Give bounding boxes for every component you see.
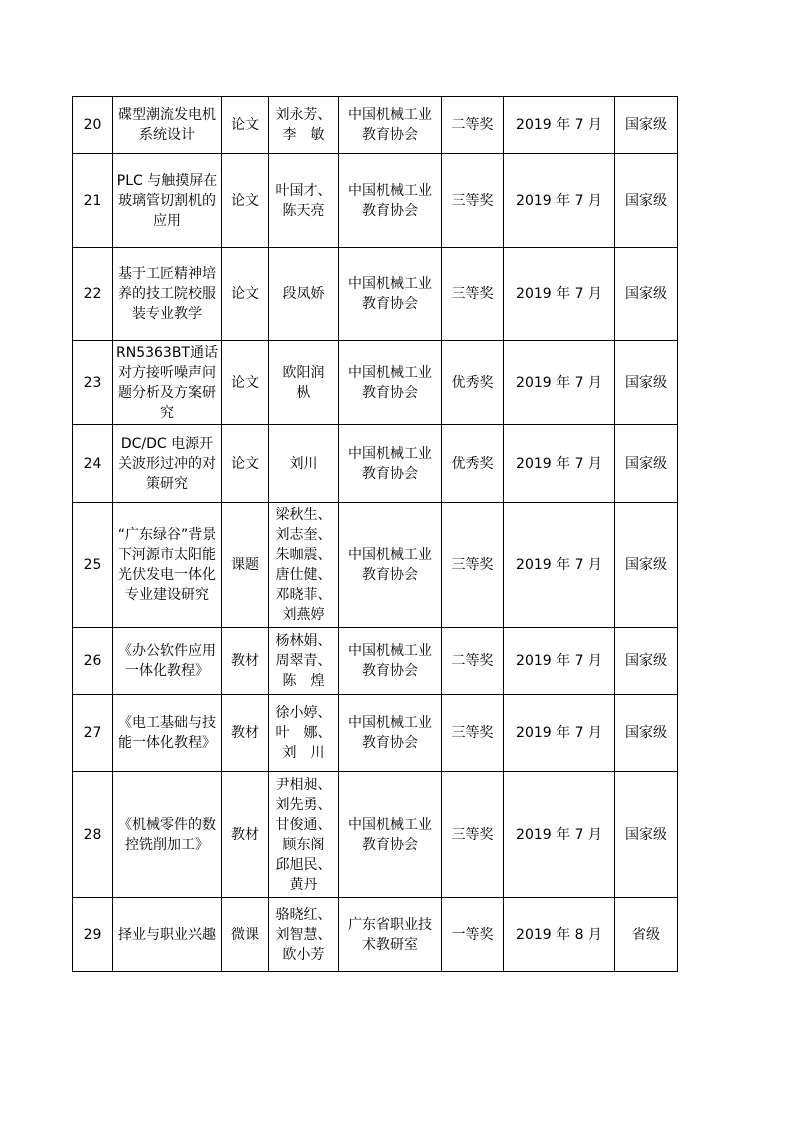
award-date: 2019 年 7 月: [504, 248, 615, 341]
authors: [269, 695, 339, 772]
author: 顾东阁: [282, 836, 325, 853]
table-row: [73, 425, 678, 503]
row-number: 25: [73, 503, 113, 628]
issuing-organization: 中国机械工业教育协会: [339, 425, 442, 503]
authors: [269, 772, 339, 898]
work-type: 课题: [222, 503, 269, 628]
award-level: 国家级: [615, 97, 678, 154]
author: 徐小婷、: [275, 705, 332, 721]
author: 刘先勇、: [275, 796, 332, 813]
author: 邓晓菲、: [275, 587, 332, 603]
row-number: 29: [73, 898, 113, 972]
award-grade: 三等奖: [442, 503, 504, 628]
author: 欧阳润: [282, 364, 325, 381]
author: 梁秋生、: [275, 507, 332, 523]
authors: [269, 341, 339, 425]
work-type: 论文: [222, 154, 269, 248]
table-row: [73, 97, 678, 154]
award-level: 国家级: [615, 154, 678, 248]
issuing-organization: 中国机械工业教育协会: [339, 628, 442, 695]
work-title: PLC 与触摸屏在玻璃管切割机的应用: [113, 154, 222, 248]
award-grade: 三等奖: [442, 695, 504, 772]
work-title: 碟型潮流发电机系统设计: [113, 97, 222, 154]
author: 李 敏: [282, 127, 325, 143]
table-row: [73, 695, 678, 772]
author: 段凤娇: [282, 286, 325, 302]
award-grade: 一等奖: [442, 898, 504, 972]
authors: [269, 97, 339, 154]
award-date: 2019 年 7 月: [504, 97, 615, 154]
award-grade: 二等奖: [442, 97, 504, 154]
work-title: 基于工匠精神培养的技工院校服装专业教学: [113, 248, 222, 341]
issuing-organization: 中国机械工业教育协会: [339, 248, 442, 341]
issuing-organization: 中国机械工业教育协会: [339, 695, 442, 772]
work-title: DC/DC 电源开关波形过冲的对策研究: [113, 425, 222, 503]
author: 甘俊通、: [275, 816, 332, 833]
author: 尹相昶、: [275, 776, 332, 793]
work-type: 论文: [222, 341, 269, 425]
work-type: 论文: [222, 248, 269, 341]
table-row: [73, 772, 678, 898]
author: 邱旭民、: [275, 856, 332, 873]
issuing-organization: 中国机械工业教育协会: [339, 772, 442, 898]
table-row: [73, 503, 678, 628]
award-date: 2019 年 7 月: [504, 154, 615, 248]
award-grade: 三等奖: [442, 248, 504, 341]
author: 骆晓红、: [275, 906, 332, 923]
row-number: 22: [73, 248, 113, 341]
authors: [269, 154, 339, 248]
award-date: 2019 年 7 月: [504, 503, 615, 628]
award-date: 2019 年 7 月: [504, 628, 615, 695]
author: 刘 川: [282, 745, 325, 761]
author: 欧小芳: [282, 946, 325, 963]
author: 周翠青、: [275, 653, 332, 669]
author: 叶 娜、: [275, 725, 332, 741]
row-number: 26: [73, 628, 113, 695]
issuing-organization: 广东省职业技术教研室: [339, 898, 442, 972]
award-grade: 优秀奖: [442, 425, 504, 503]
row-number: 21: [73, 154, 113, 248]
author: 朱咖震、: [275, 547, 332, 563]
work-title: RN5363BT通话对方接听噪声问题分析及方案研究: [113, 341, 222, 425]
award-level: 国家级: [615, 772, 678, 898]
row-number: 27: [73, 695, 113, 772]
award-date: 2019 年 7 月: [504, 341, 615, 425]
authors: [269, 503, 339, 628]
work-type: 论文: [222, 425, 269, 503]
author: 枞: [296, 384, 311, 401]
row-number: 23: [73, 341, 113, 425]
author: 陈 煌: [282, 673, 325, 689]
issuing-organization: 中国机械工业教育协会: [339, 154, 442, 248]
award-level: 国家级: [615, 628, 678, 695]
award-level: 省级: [615, 898, 678, 972]
row-number: 20: [73, 97, 113, 154]
award-date: 2019 年 7 月: [504, 425, 615, 503]
author: 刘燕婷: [282, 607, 325, 623]
author: 唐仕健、: [275, 567, 332, 583]
work-type: 论文: [222, 97, 269, 154]
table-row: [73, 248, 678, 341]
author: 杨林娟、: [275, 633, 332, 649]
award-level: 国家级: [615, 503, 678, 628]
author: 刘志奎、: [275, 527, 332, 543]
awards-table-body: [73, 97, 678, 972]
author: 刘川: [289, 455, 318, 472]
work-title: 《机械零件的数控铣削加工》: [113, 772, 222, 898]
authors: [269, 425, 339, 503]
award-date: 2019 年 7 月: [504, 772, 615, 898]
award-grade: 三等奖: [442, 772, 504, 898]
row-number: 28: [73, 772, 113, 898]
work-title: 《电工基础与技能一体化教程》: [113, 695, 222, 772]
issuing-organization: 中国机械工业教育协会: [339, 503, 442, 628]
award-level: 国家级: [615, 695, 678, 772]
award-date: 2019 年 7 月: [504, 695, 615, 772]
award-level: 国家级: [615, 425, 678, 503]
award-level: 国家级: [615, 341, 678, 425]
issuing-organization: 中国机械工业教育协会: [339, 97, 442, 154]
work-type: 教材: [222, 628, 269, 695]
table-row: [73, 628, 678, 695]
award-grade: 二等奖: [442, 628, 504, 695]
work-title: 《办公软件应用一体化教程》: [113, 628, 222, 695]
work-type: 微课: [222, 898, 269, 972]
work-title: 择业与职业兴趣: [113, 898, 222, 972]
award-grade: 优秀奖: [442, 341, 504, 425]
table-row: [73, 341, 678, 425]
award-date: 2019 年 8 月: [504, 898, 615, 972]
author: 陈天亮: [282, 202, 325, 219]
work-type: 教材: [222, 772, 269, 898]
table-row: [73, 154, 678, 248]
row-number: 24: [73, 425, 113, 503]
work-title: “广东绿谷”背景下河源市太阳能光伏发电一体化专业建设研究: [113, 503, 222, 628]
work-type: 教材: [222, 695, 269, 772]
issuing-organization: 中国机械工业教育协会: [339, 341, 442, 425]
authors: [269, 248, 339, 341]
author: 刘永芳、: [275, 107, 332, 123]
table-row: [73, 898, 678, 972]
award-grade: 三等奖: [442, 154, 504, 248]
author: 黄丹: [289, 876, 318, 893]
author: 刘智慧、: [275, 926, 332, 943]
awards-table: [72, 96, 678, 972]
authors: [269, 898, 339, 972]
award-level: 国家级: [615, 248, 678, 341]
authors: [269, 628, 339, 695]
author: 叶国才、: [275, 182, 332, 199]
